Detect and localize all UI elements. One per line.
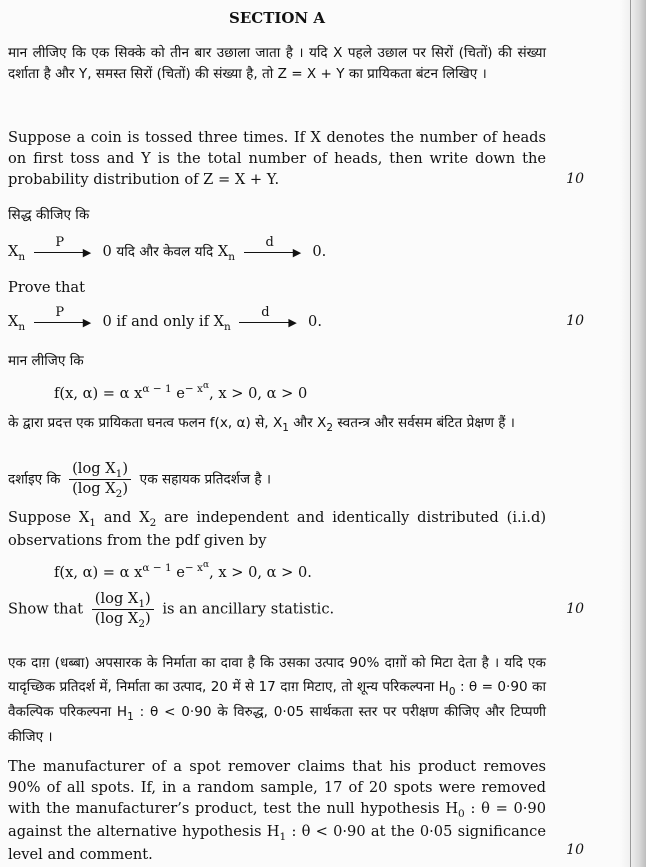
frac-en-den-text: (log X — [94, 610, 139, 627]
q2-var-2: X — [217, 243, 229, 260]
q3-hi-body-b: और X — [288, 415, 327, 431]
convergence-arrow-d-en: d ▶ — [239, 315, 299, 329]
q2-en-zero: 0 — [102, 313, 112, 330]
formula-exp2-b: α — [202, 381, 210, 391]
q4-en-h1: 1 — [279, 831, 287, 843]
frac-en-num-close: ) — [145, 590, 151, 607]
q4-hi-h1: 1 — [127, 711, 134, 723]
q2-en-sub-2: n — [224, 321, 231, 333]
q3-pdf-formula — [54, 383, 307, 407]
q2-zero-end: 0. — [312, 243, 327, 260]
formula-exp2-a: − x — [184, 383, 203, 395]
formula-en-mid: e — [171, 564, 185, 581]
q3-hi-tail: एक सहायक प्रतिदर्शज है । — [139, 471, 272, 488]
frac-en-num-sub: 1 — [138, 598, 146, 610]
q4-english — [8, 756, 546, 865]
q2-english-intro: Prove that — [8, 279, 85, 296]
q2-sub-2: n — [228, 251, 236, 263]
q2-en-zero-end: 0. — [308, 313, 322, 330]
q3-en-b: and X — [95, 509, 150, 526]
frac-denominator — [69, 480, 131, 499]
q3-en-show-label: Show that — [8, 600, 84, 618]
q4-hi-h0: 0 — [448, 686, 456, 698]
formula-en-exp2-a: − x — [184, 562, 203, 574]
q2-zero: 0 — [102, 243, 112, 260]
arrow-label-d: d — [265, 235, 274, 250]
frac-en-denominator — [92, 610, 154, 629]
arrow-label-d-en: d — [261, 305, 270, 320]
q4-en-h0: 0 — [458, 808, 465, 820]
frac-en-den-close: ) — [145, 610, 151, 627]
frac-numerator — [69, 460, 131, 480]
formula-en-exp1: α − 1 — [142, 562, 172, 574]
q1-marks: 10 — [566, 171, 584, 187]
q3-en-a: Suppose X — [8, 509, 90, 526]
q3-english-body — [8, 507, 546, 551]
q3-en-c: are independent and identically distributed (i.i.d) observations from the pdf given by — [8, 509, 547, 549]
q4-hi-c: : θ < 0·90 के विरुद्ध, 0·05 सार्थकता स्तर पर परीक्षण कीजिए और टिप्पणी कीजिए । — [8, 704, 546, 745]
q4-hi-b: : θ = 0·90 का वैकल्पिक परिकल्पना H — [8, 679, 546, 720]
q3-hi-sub2: 2 — [326, 422, 334, 434]
log-ratio-fraction-en — [92, 590, 154, 629]
convergence-arrow-d: d ▶ — [244, 245, 304, 259]
q3-hi-show-label: दर्शाइए कि — [8, 471, 61, 488]
frac-num-sub: 1 — [115, 468, 123, 480]
q2-hindi-statement — [8, 235, 327, 264]
q3-en-tail: is an ancillary statistic. — [162, 600, 335, 618]
q2-english-statement — [8, 305, 322, 334]
arrow-label-p: P — [55, 235, 65, 250]
q3-hi-body-c: स्वतन्त्र और सर्वसम बंटित प्रेक्षण हैं । — [333, 415, 515, 431]
q3-marks: 10 — [566, 601, 584, 617]
q2-hindi-iff: यदि और केवल यदि — [116, 244, 214, 260]
formula-en-left: f(x, α) = α x — [54, 564, 143, 581]
q3-hindi-show — [8, 460, 271, 499]
frac-en-den-sub: 2 — [138, 618, 146, 630]
q2-sub: n — [18, 251, 26, 263]
formula-exp2 — [185, 383, 209, 395]
section-title: SECTION A — [228, 9, 326, 27]
q2-en-sub: n — [18, 321, 26, 333]
formula-mid: e — [171, 385, 185, 402]
q3-en-sub2: 2 — [149, 517, 157, 529]
convergence-arrow-p-en: P ▶ — [34, 315, 94, 329]
q4-hindi — [8, 651, 546, 749]
frac-den-text: (log X — [72, 480, 116, 497]
q2-hindi-intro: सिद्ध कीजिए कि — [8, 207, 90, 223]
q4-en-a: The manufacturer of a spot remover claims that his product removes 90% of all spots. If, in a random sample, 17 of 20 spots were removed with the manufacturer’s product, test the null hypothesis H — [8, 758, 546, 817]
q1-english: Suppose a coin is tossed three times. If X denotes the number of heads on first toss and Y is the total number of heads, then write down the probability distribution of Z = X + Y. — [8, 129, 546, 188]
convergence-arrow-p: P ▶ — [34, 245, 94, 259]
formula-en-right: , x > 0, α > 0. — [209, 564, 312, 581]
q4-hi-a: एक दाग़ (धब्बा) अपसारक के निर्माता का दावा है कि उसका उत्पाद 90% दाग़ों को मिटा देता है । यदि एक यादृच्छिक प्रतिदर्श में, निर्माता का उत्पाद, 20 में से 17 दाग़ मिटाए, तो शून्य परिकल्पना H — [8, 655, 546, 695]
q3-hi-body-a: के द्वारा प्रदत्त एक प्रायिकता घनत्व फलन f(x, α) से, X — [8, 415, 283, 431]
frac-en-num-text: (log X — [94, 590, 139, 607]
formula-exp1: α − 1 — [142, 383, 172, 395]
formula-en-exp2 — [185, 562, 209, 574]
frac-num-close: ) — [122, 460, 129, 477]
q3-hindi-intro: मान लीजिए कि — [8, 353, 84, 369]
q2-english-iff: if and only if — [116, 313, 209, 330]
q3-english-show — [8, 590, 334, 629]
formula-left: f(x, α) = α x — [54, 385, 143, 402]
frac-num-text: (log X — [72, 460, 116, 477]
q4-marks: 10 — [566, 842, 584, 858]
formula-right: , x > 0, α > 0 — [209, 385, 308, 402]
q2-var: X — [8, 243, 19, 260]
q3-pdf-formula-en — [54, 562, 312, 586]
q3-hi-sub1: 1 — [282, 422, 289, 434]
q4-en-b: : θ = 0·90 against the alternative hypothesis H — [8, 800, 546, 840]
page-edge-line — [630, 0, 631, 867]
frac-den-close: ) — [122, 480, 129, 497]
frac-en-numerator — [92, 590, 154, 610]
formula-en-exp2-b: α — [202, 560, 210, 570]
q4-en-c: : θ < 0·90 at the 0·05 significance level and comment. — [8, 823, 546, 863]
q2-en-var-2: X — [213, 313, 224, 330]
frac-den-sub: 2 — [115, 488, 123, 500]
log-ratio-fraction — [69, 460, 131, 499]
arrow-label-p-en: P — [55, 305, 65, 320]
q2-marks: 10 — [566, 313, 584, 329]
q3-en-sub1: 1 — [89, 517, 96, 529]
page-edge-shadow — [620, 0, 646, 867]
q3-hindi-body — [8, 413, 546, 435]
q1-hindi: मान लीजिए कि एक सिक्के को तीन बार उछाला जाता है । यदि X पहले उछाल पर सिरों (चितों) की संख्या दर्शाता है और Y, समस्त सिरों (चितों) की संख्या है, तो Z = X + Y का प्रायिकता बंटन लिखिए । — [8, 45, 546, 82]
q2-en-var: X — [8, 313, 19, 330]
